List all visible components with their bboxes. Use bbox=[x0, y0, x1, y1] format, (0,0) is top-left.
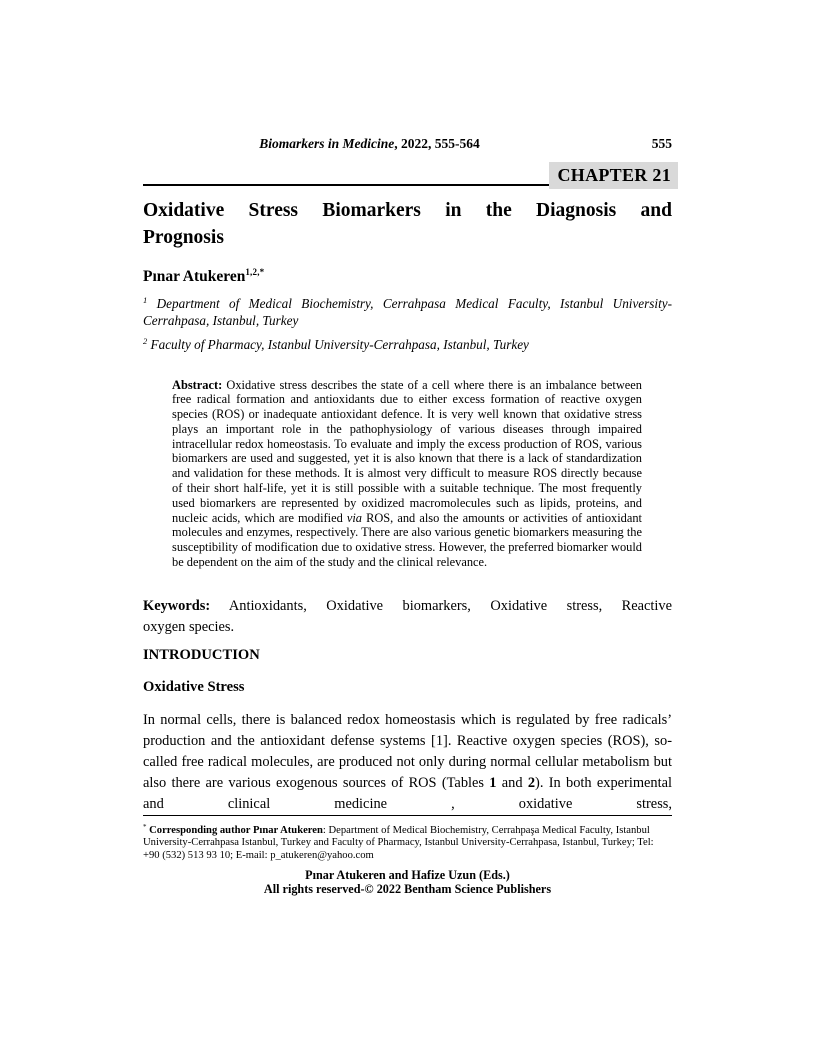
table-ref-2: 2 bbox=[527, 774, 536, 791]
affiliation-1-line1 bbox=[143, 292, 672, 313]
abstract-label: Abstract: bbox=[172, 377, 223, 392]
introduction-heading: INTRODUCTION bbox=[143, 646, 260, 663]
affiliation-2-marker: 2 bbox=[143, 336, 148, 346]
copyright-line: All rights reserved-© 2022 Bentham Science Publishers bbox=[263, 881, 552, 896]
footnote-rest-text: : Department of Medical Biochemistry, Cerrahpaşa Medical Faculty, Istanbul University-Cerrahpasa Istanbul, Turkey and Faculty of Pharmacy, Istanbul University-Cerrahpasa, Istanbul, Turkey; Tel: +90 (532) 513 93 10; E-mail: p_atukeren@yahoo.com bbox=[143, 824, 654, 861]
intro-text-2: ). In both experimental and clinical medicine , oxidative stress, bbox=[143, 774, 672, 812]
running-head bbox=[143, 135, 672, 152]
footnote-asterisk: * bbox=[143, 822, 147, 831]
affiliation-2 bbox=[143, 333, 672, 354]
chapter-title bbox=[143, 197, 672, 251]
intro-text-mid: and bbox=[496, 774, 528, 791]
editors-line: Pınar Atukeren and Hafize Uzun (Eds.) bbox=[305, 868, 510, 883]
chapter-header-rule bbox=[143, 158, 672, 186]
page-footer bbox=[143, 869, 672, 896]
abstract-text-1: Oxidative stress describes the state of a cell where there is an imbalance between free radical formation and antioxidants due to either excess formation of reactive oxygen species (ROS) or inadequate antioxidant defence. It is very well known that oxidative stress plays an important role in the pathophysiology of various diseases through impaired intracellular redox homeostasis. To evaluate and imply the excess production of ROS, various biomarkers are used and suggested, yet it is also known that there is a lack of standardization and validation for these methods. It is almost very difficult to measure ROS directly because of their short half-life, yet it is still possible with a suitable technique. The most frequently used biomarkers are represented by oxidized macromolecules such as lipids, proteins, and nucleic acids, which are modified bbox=[172, 377, 642, 525]
affiliation-1-text: Department of Medical Biochemistry, Cerrahpasa Medical Faculty, Istanbul University- bbox=[156, 296, 672, 311]
intro-paragraph bbox=[143, 710, 672, 815]
author-name: Pınar Atukeren bbox=[143, 268, 246, 285]
abstract-italic-via: via bbox=[346, 510, 362, 525]
footnote-bold-text: Corresponding author Pınar Atukeren bbox=[146, 824, 323, 836]
book-title: Biomarkers in Medicine bbox=[259, 136, 395, 151]
oxidative-stress-heading: Oxidative Stress bbox=[143, 678, 245, 695]
keywords-text-1: Antioxidants, Oxidative biomarkers, Oxidative stress, Reactive bbox=[210, 597, 672, 614]
running-head-title bbox=[259, 135, 480, 152]
intro-text-1: In normal cells, there is balanced redox homeostasis which is regulated by free radicals’ production and the antioxidant defense systems [1]. Reactive oxygen species (ROS), so-called free radical molecules, are produced not only during normal cellular metabolism but also there are various exogenous sources of ROS (Tables bbox=[143, 711, 672, 791]
author-line bbox=[143, 263, 672, 286]
affiliation-2-text: Faculty of Pharmacy, Istanbul University-Cerrahpasa, Istanbul, Turkey bbox=[150, 337, 529, 352]
abstract bbox=[172, 378, 642, 570]
abstract-text-2: ROS, and also the amounts or activities of antioxidant molecules and enzymes, respectively. There are also various genetic biomarkers measuring the susceptibility of modification due to oxidative stress. However, the preferred biomarker would be dependent on the aim of the study and the clinical relevance. bbox=[172, 510, 642, 570]
page-number: 555 bbox=[651, 136, 672, 151]
chapter-title-line1: Oxidative Stress Biomarkers in the Diagnosis and bbox=[143, 200, 672, 221]
author-affiliation-marks: 1,2,* bbox=[245, 267, 265, 277]
affiliation-1-marker: 1 bbox=[143, 295, 148, 305]
chapter-badge: CHAPTER 21 bbox=[549, 162, 678, 190]
keywords-line2 bbox=[143, 617, 672, 639]
corresponding-author-footnote bbox=[143, 816, 672, 862]
keywords-line1 bbox=[143, 596, 672, 618]
keywords-text-2: oxygen species. bbox=[143, 619, 235, 636]
keywords-label: Keywords: bbox=[143, 597, 211, 614]
issue-info: , 2022, 555-564 bbox=[394, 136, 480, 151]
chapter-title-line2: Prognosis bbox=[143, 227, 224, 248]
table-ref-1: 1 bbox=[489, 774, 497, 791]
affiliation-1-line2: Cerrahpasa, Istanbul, Turkey bbox=[143, 312, 299, 328]
